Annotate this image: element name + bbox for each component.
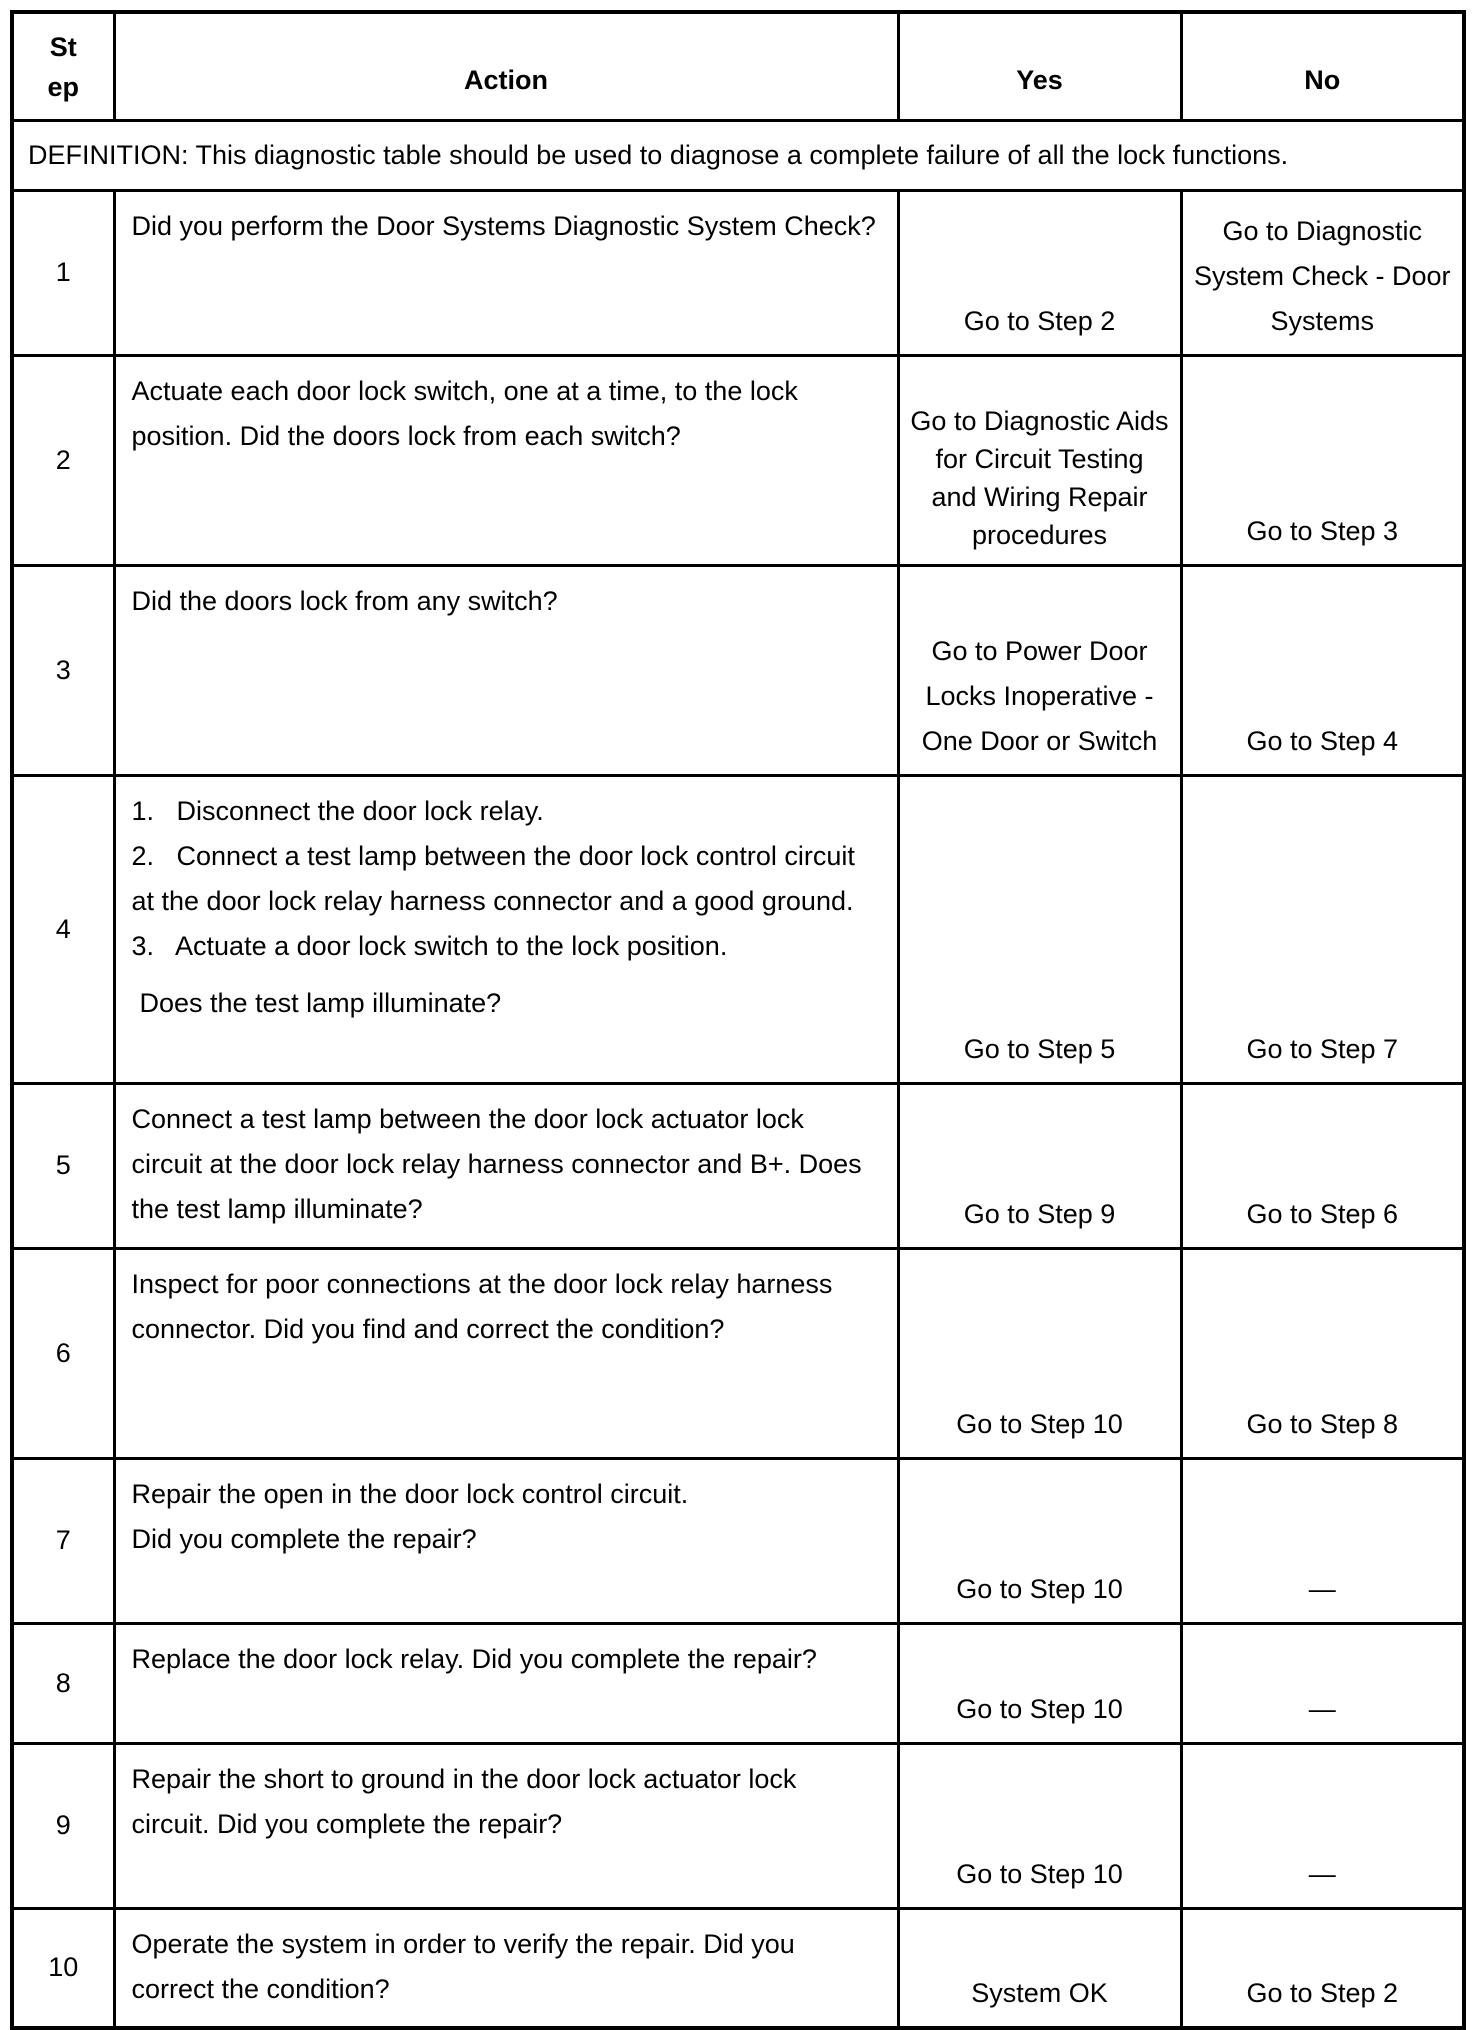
step-number: 2 xyxy=(12,355,114,565)
action-line: Repair the open in the door lock control circuit. xyxy=(131,1478,689,1509)
yes-result-text: Go to Diagnostic Aids for Circuit Testing and Wiring Repair procedures xyxy=(910,405,1169,550)
step-number: 1 xyxy=(12,190,114,355)
action-text: Operate the system in order to verify the repair. Did you correct the condition? xyxy=(114,1908,898,2028)
table-row xyxy=(12,1743,1464,1908)
header-action: Action xyxy=(114,12,898,120)
no-result: Go to Diagnostic System Check - Door Systems xyxy=(1181,190,1464,355)
action-text: Inspect for poor connections at the door lock relay harness connector. Did you find and correct the condition? xyxy=(114,1248,898,1458)
no-result: Go to Step 2 xyxy=(1181,1908,1464,2028)
step-number: 3 xyxy=(12,565,114,775)
action-text: Actuate each door lock switch, one at a time, to the lock position. Did the doors lock from each switch? xyxy=(114,355,898,565)
yes-result: Go to Step 9 xyxy=(898,1083,1181,1248)
step-number: 5 xyxy=(12,1083,114,1248)
no-result: Go to Step 4 xyxy=(1181,565,1464,775)
header-no: No xyxy=(1181,12,1464,120)
diagnostic-table xyxy=(10,10,1466,2030)
table-row xyxy=(12,1083,1464,1248)
no-result: Go to Step 8 xyxy=(1181,1248,1464,1458)
definition-text: DEFINITION: This diagnostic table should be used to diagnose a complete failure of all the lock functions. xyxy=(12,120,1464,190)
action-text: Did you perform the Door Systems Diagnostic System Check? xyxy=(114,190,898,355)
no-result: Go to Step 7 xyxy=(1181,775,1464,1083)
table-row xyxy=(12,1458,1464,1623)
action-text: Repair the short to ground in the door lock actuator lock circuit. Did you complete the repair? xyxy=(114,1743,898,1908)
table-row xyxy=(12,565,1464,775)
yes-result: Go to Step 5 xyxy=(898,775,1181,1083)
action-list-item: 1. Disconnect the door lock relay. xyxy=(131,795,544,826)
header-step xyxy=(12,12,114,120)
step-number: 8 xyxy=(12,1623,114,1743)
step-number: 9 xyxy=(12,1743,114,1908)
step-number: 4 xyxy=(12,775,114,1083)
action-question: Does the test lamp illuminate? xyxy=(139,987,502,1018)
table-row xyxy=(12,1623,1464,1743)
yes-result: Go to Step 10 xyxy=(898,1623,1181,1743)
yes-result xyxy=(898,355,1181,565)
definition-row xyxy=(12,120,1464,190)
no-result: — xyxy=(1181,1743,1464,1908)
yes-result: Go to Step 10 xyxy=(898,1248,1181,1458)
action-text xyxy=(114,1458,898,1623)
yes-result: Go to Step 10 xyxy=(898,1743,1181,1908)
table-row xyxy=(12,355,1464,565)
no-result: Go to Step 3 xyxy=(1181,355,1464,565)
action-text: Connect a test lamp between the door lock actuator lock circuit at the door lock relay harness connector and B+. Does the test lamp illuminate? xyxy=(114,1083,898,1248)
no-result: — xyxy=(1181,1458,1464,1623)
header-row xyxy=(12,12,1464,120)
table-row xyxy=(12,1908,1464,2028)
no-result: Go to Step 6 xyxy=(1181,1083,1464,1248)
yes-result: Go to Step 10 xyxy=(898,1458,1181,1623)
yes-result: Go to Power Door Locks Inoperative - One Door or Switch xyxy=(898,565,1181,775)
yes-result: Go to Step 2 xyxy=(898,190,1181,355)
table-row xyxy=(12,1248,1464,1458)
step-number: 10 xyxy=(12,1908,114,2028)
no-result: — xyxy=(1181,1623,1464,1743)
table-row xyxy=(12,775,1464,1083)
step-number: 7 xyxy=(12,1458,114,1623)
action-list-item: 3. Actuate a door lock switch to the lock position. xyxy=(131,930,728,961)
table-row xyxy=(12,190,1464,355)
header-yes: Yes xyxy=(898,12,1181,120)
step-number: 6 xyxy=(12,1248,114,1458)
header-step-line-1: St xyxy=(49,31,77,62)
action-line: Did you complete the repair? xyxy=(131,1523,477,1554)
action-text: Did the doors lock from any switch? xyxy=(114,565,898,775)
action-list-item: 2. Connect a test lamp between the door lock control circuit at the door lock relay harness connector and a good ground. xyxy=(131,840,855,916)
yes-result: System OK xyxy=(898,1908,1181,2028)
action-text: Replace the door lock relay. Did you complete the repair? xyxy=(114,1623,898,1743)
action-text xyxy=(114,775,898,1083)
header-step-line-2: ep xyxy=(47,71,79,102)
